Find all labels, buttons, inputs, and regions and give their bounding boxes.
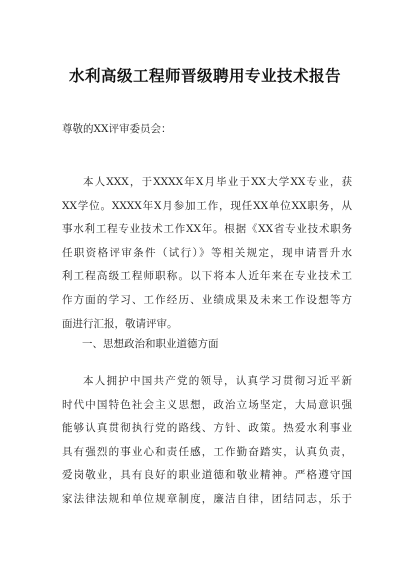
section-heading: 一、思想政治和职业道德方面	[82, 338, 219, 350]
paragraph-line: 利工程高级工程师职称。以下将本人近年来在专业技术工	[62, 270, 352, 283]
paragraph-line: 能够认真贯彻执行党的路线、方针、政策。热爱水利事业	[62, 422, 352, 435]
paragraph-introduction	[62, 171, 352, 336]
paragraph-line: 作方面的学习、工作经历、业绩成果及未来工作设想等方	[62, 293, 352, 306]
paragraph-line: 任职资格评审条件（试行）》等相关规定，现申请晋升水	[62, 246, 352, 259]
paragraph-line: 爱岗敬业，具有良好的职业道德和敬业精神。严格遵守国	[62, 469, 352, 482]
salutation: 尊敬的XX评审委员会：	[62, 123, 172, 135]
paragraph-line: 本人XXX，于XXXX年X月毕业于XX大学XX专业，获	[83, 176, 352, 188]
paragraph-line: 时代中国特色社会主义思想，政治立场坚定，大局意识强	[62, 398, 352, 411]
paragraph-line: 事水利工程专业技术工作XX年。根据《XX省专业技术职务	[62, 223, 352, 236]
paragraph-line: XX学位。XXXX年X月参加工作，现任XX单位XX职务，从	[62, 199, 352, 212]
paragraph-line: 家法律法规和单位规章制度，廉洁自律，团结同志，乐于	[62, 492, 352, 505]
paragraph-political-ethics	[62, 370, 352, 512]
paragraph-line: 面进行汇报，敬请评审。	[62, 317, 178, 330]
paragraph-line: 本人拥护中国共产党的领导，认真学习贯彻习近平新	[83, 375, 352, 387]
paragraph-line: 具有强烈的事业心和责任感，工作勤奋踏实，认真负责，	[62, 445, 352, 458]
document-title: 水利高级工程师晋级聘用专业技术报告	[68, 67, 341, 85]
